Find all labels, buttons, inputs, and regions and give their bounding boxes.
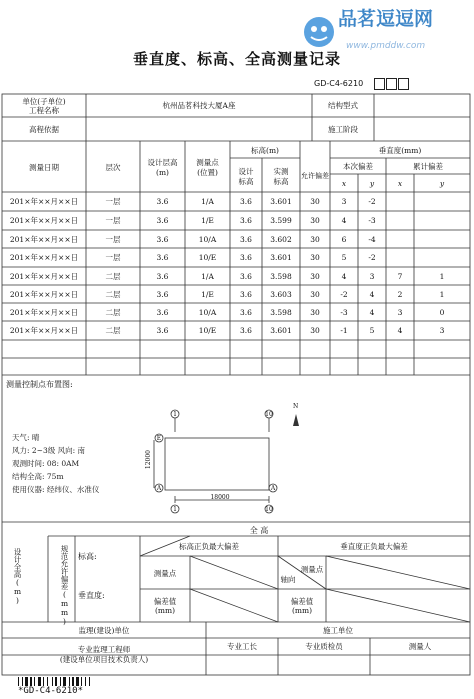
elev-measure-point-label: 测量点: [153, 569, 177, 578]
cell-current-dev-y[interactable]: -3: [368, 216, 376, 225]
cell-current-dev-x[interactable]: 6: [341, 235, 347, 244]
cell-current-dev-x[interactable]: -2: [340, 290, 348, 299]
project-name-label: 工程名称: [29, 106, 59, 115]
cell-design-elevation[interactable]: 3.6: [240, 272, 252, 281]
cell-floor[interactable]: 二层: [105, 272, 121, 281]
col-design-elev: 设计: [238, 167, 254, 176]
barcode: [18, 677, 128, 686]
form-code: GD-C4-6210: [314, 79, 364, 88]
owner-tech-lead-label: (建设单位项目技术负责人): [59, 655, 149, 664]
col-point: 测量点: [196, 158, 219, 167]
cell-measure-point[interactable]: 10/E: [198, 326, 217, 335]
col-point-sub: (位置): [197, 168, 218, 177]
col-cumulative-y: y: [439, 179, 445, 188]
axis-top-right: 10: [265, 411, 273, 418]
cell-floor[interactable]: 一层: [105, 253, 121, 262]
cell-current-dev-x[interactable]: -1: [340, 326, 348, 335]
cell-floor[interactable]: 二层: [105, 326, 121, 335]
page-title: 垂直度、标高、全高测量记录: [132, 50, 341, 68]
cell-current-dev-y[interactable]: 3: [369, 272, 375, 281]
cell-tolerance[interactable]: 30: [310, 216, 320, 225]
col-design-height: 设计层高: [147, 158, 178, 167]
cell-cumulative-dev-y[interactable]: 1: [439, 272, 445, 281]
logo-name: 品茗逗逗网: [338, 8, 434, 30]
cell-design-height[interactable]: 3.6: [156, 272, 169, 281]
structure-type-label: 结构型式: [328, 101, 358, 110]
cell-measure-point[interactable]: 1/A: [201, 272, 214, 281]
cell-design-height[interactable]: 3.6: [156, 308, 169, 317]
instrument: 使用仪器: 经纬仪、水准仪: [12, 485, 100, 494]
col-design-elev-2: 标高: [238, 177, 254, 186]
col-measured-elev: 实测: [273, 167, 289, 176]
col-current-y: y: [369, 179, 375, 188]
layout-label: 测量控制点布置图:: [6, 380, 73, 389]
cell-current-dev-y[interactable]: -2: [368, 197, 376, 206]
cell-current-dev-x[interactable]: -3: [340, 308, 348, 317]
cell-measure-point[interactable]: 10/A: [198, 308, 217, 317]
cell-cumulative-dev-x[interactable]: 2: [397, 290, 403, 299]
cell-current-dev-y[interactable]: -4: [368, 235, 376, 244]
cell-current-dev-y[interactable]: 4: [369, 290, 375, 299]
cell-design-elevation[interactable]: 3.6: [240, 216, 252, 225]
cell-date[interactable]: 201×年××月××日: [9, 326, 79, 335]
cell-design-elevation[interactable]: 3.6: [240, 326, 252, 335]
elev-dev-unit-label: (mm): [154, 606, 176, 615]
supervision-unit-label: 监理(建设)单位: [78, 626, 130, 635]
col-design-height-unit: (m): [156, 168, 169, 177]
cell-design-elevation[interactable]: 3.6: [240, 197, 252, 206]
cell-measure-point[interactable]: 10/A: [198, 235, 217, 244]
verticality-max-dev-header: 垂直度正负最大偏差: [340, 542, 408, 551]
spec-tolerance-label: 规范允许偏差(mm): [60, 545, 69, 626]
cell-design-height[interactable]: 3.6: [156, 326, 169, 335]
cell-measure-point[interactable]: 10/E: [198, 253, 217, 262]
cell-measure-point[interactable]: 1/A: [201, 197, 214, 206]
dim-vertical: 12000: [145, 450, 152, 470]
verticality-label: 垂直度:: [78, 591, 105, 600]
cell-tolerance[interactable]: 30: [310, 272, 320, 281]
project-name-value[interactable]: 杭州品茗科技大厦A座: [162, 101, 236, 110]
design-full-height-label: 设计全高(m): [13, 548, 22, 605]
cell-floor[interactable]: 一层: [105, 216, 121, 225]
elev-dev-value-label: 偏差值: [153, 597, 177, 606]
cell-design-elevation[interactable]: 3.6: [240, 308, 252, 317]
full-height-title: 全 高: [249, 526, 269, 535]
cell-measure-point[interactable]: 1/E: [201, 216, 214, 225]
observation-time: 观测时间: 08: 0AM: [12, 459, 80, 468]
elevation-label: 标高:: [78, 552, 97, 561]
axis-bottom-left: 1: [173, 506, 177, 513]
cell-measured-elevation[interactable]: 3.599: [270, 216, 292, 225]
col-tolerance: 允许偏差: [301, 172, 329, 180]
wind: 风力: 2~3级 风向: 南: [12, 446, 86, 455]
col-verticality: 垂直度(mm): [378, 146, 422, 155]
cell-tolerance[interactable]: 30: [310, 326, 320, 335]
vert-dev-value-label: 偏差值: [290, 597, 314, 606]
north-arrow-icon: N: [293, 403, 299, 410]
axis-top-left: 1: [173, 411, 177, 418]
surveyor-signature-field[interactable]: [370, 656, 470, 674]
cell-cumulative-dev-x[interactable]: 3: [397, 308, 403, 317]
cell-date[interactable]: 201×年××月××日: [9, 235, 79, 244]
structure-total-height: 结构全高: 75m: [12, 472, 64, 481]
cell-design-height[interactable]: 3.6: [156, 216, 169, 225]
cell-floor[interactable]: 一层: [105, 197, 121, 206]
col-elevation: 标高(m): [251, 146, 279, 155]
cell-current-dev-x[interactable]: 4: [341, 216, 347, 225]
dim-horizontal: 18000: [210, 494, 230, 501]
cell-cumulative-dev-y[interactable]: 0: [439, 308, 445, 317]
cell-tolerance[interactable]: 30: [310, 308, 320, 317]
cell-date[interactable]: 201×年××月××日: [9, 197, 79, 206]
cell-date[interactable]: 201×年××月××日: [9, 290, 79, 299]
cell-date[interactable]: 201×年××月××日: [9, 253, 79, 262]
col-cumulative-dev: 累计偏差: [413, 162, 443, 171]
cell-design-elevation[interactable]: 3.6: [240, 235, 252, 244]
cell-date[interactable]: 201×年××月××日: [9, 308, 79, 317]
col-measured-elev-2: 标高: [273, 177, 289, 186]
supervision-engineer-label: 专业监理工程师: [77, 645, 131, 654]
cell-current-dev-x[interactable]: 5: [341, 253, 347, 262]
qc-signature-field[interactable]: [278, 656, 370, 674]
col-current-x: x: [341, 179, 347, 188]
cell-measured-elevation[interactable]: 3.603: [270, 290, 292, 299]
axis-left-bottom: A: [156, 485, 162, 492]
cell-cumulative-dev-y[interactable]: 3: [439, 326, 445, 335]
foreman-signature-field[interactable]: [206, 656, 278, 674]
logo-url: www.pmddw.com: [346, 41, 426, 51]
col-current-dev: 本次偏差: [343, 162, 373, 171]
cell-floor[interactable]: 一层: [105, 235, 121, 244]
cell-floor[interactable]: 二层: [105, 290, 121, 299]
vert-measure-point-label: 测量点: [300, 565, 324, 574]
cell-current-dev-x[interactable]: 4: [341, 272, 347, 281]
cell-measure-point[interactable]: 1/E: [201, 290, 214, 299]
axis-right-bottom: A: [270, 485, 276, 492]
contractor-unit-label: 施工单位: [323, 626, 353, 635]
cell-current-dev-y[interactable]: 5: [369, 326, 375, 335]
cell-current-dev-y[interactable]: 4: [369, 308, 375, 317]
cell-current-dev-y[interactable]: -2: [368, 253, 376, 262]
cell-cumulative-dev-x[interactable]: 4: [397, 326, 403, 335]
cell-measured-elevation[interactable]: 3.598: [270, 272, 292, 281]
cell-design-height[interactable]: 3.6: [156, 253, 169, 262]
cell-cumulative-dev-y[interactable]: 1: [439, 290, 445, 299]
vert-dev-unit-label: (mm): [291, 606, 313, 615]
cell-date[interactable]: 201×年××月××日: [9, 272, 79, 281]
col-date: 测量日期: [29, 163, 59, 172]
cell-date[interactable]: 201×年××月××日: [9, 216, 79, 225]
cell-measured-elevation[interactable]: 3.601: [270, 197, 292, 206]
barcode-text: *GD-C4-6210*: [18, 686, 84, 696]
cell-tolerance[interactable]: 30: [310, 235, 320, 244]
cell-design-elevation[interactable]: 3.6: [240, 290, 252, 299]
cell-tolerance[interactable]: 30: [310, 197, 320, 206]
cell-cumulative-dev-x[interactable]: 7: [397, 272, 403, 281]
col-cumulative-x: x: [397, 179, 403, 188]
cell-floor[interactable]: 二层: [105, 308, 121, 317]
cell-design-height[interactable]: 3.6: [156, 235, 169, 244]
weather: 天气: 晴: [12, 433, 40, 442]
construction-stage-label: 施工阶段: [328, 125, 358, 134]
cell-design-elevation[interactable]: 3.6: [240, 253, 252, 262]
unit-label: 单位(子单位): [22, 97, 66, 106]
elevation-max-dev-header: 标高正负最大偏差: [179, 542, 239, 551]
cell-current-dev-x[interactable]: 3: [341, 197, 347, 206]
cell-design-height[interactable]: 3.6: [156, 197, 169, 206]
axis-bottom-right: 10: [265, 506, 273, 513]
qc-inspector-label: 专业质检员: [305, 642, 343, 651]
cell-design-height[interactable]: 3.6: [156, 290, 169, 299]
cell-measured-elevation[interactable]: 3.601: [270, 253, 292, 262]
cell-tolerance[interactable]: 30: [310, 290, 320, 299]
surveyor-label: 测量人: [408, 642, 432, 651]
cell-measured-elevation[interactable]: 3.602: [270, 235, 292, 244]
cell-tolerance[interactable]: 30: [310, 253, 320, 262]
cell-measured-elevation[interactable]: 3.601: [270, 326, 292, 335]
axis-left-top: E: [156, 435, 162, 442]
elevation-basis-label: 高程依据: [29, 125, 59, 134]
foreman-label: 专业工长: [227, 642, 257, 651]
vert-axis-label: 轴向: [280, 575, 296, 584]
cell-measured-elevation[interactable]: 3.598: [270, 308, 292, 317]
col-floor: 层次: [105, 163, 121, 172]
